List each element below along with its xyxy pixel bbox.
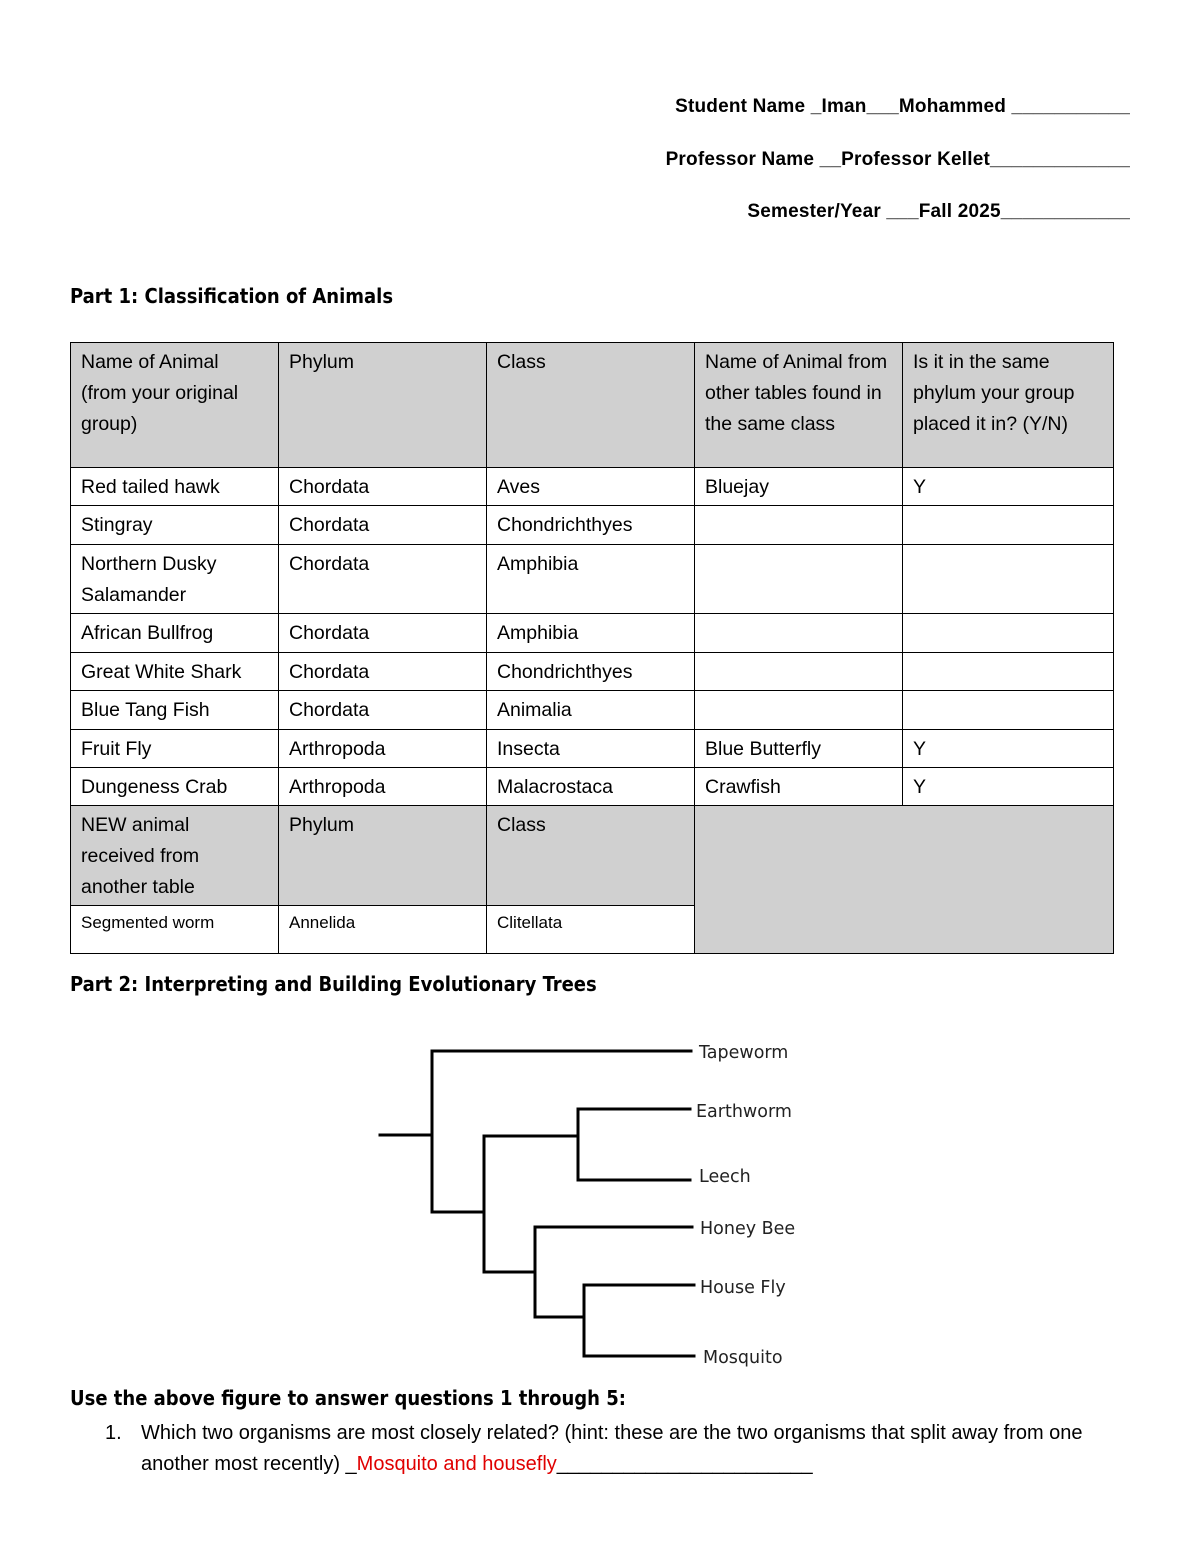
table-cell bbox=[903, 506, 1114, 545]
table-cell: Blue Tang Fish bbox=[71, 691, 279, 730]
table-cell: Annelida bbox=[279, 906, 487, 954]
header-cell: Phylum bbox=[279, 343, 487, 468]
header-cell: Name of Animal from other tables found in the same class bbox=[695, 343, 903, 468]
table-row bbox=[71, 468, 1114, 506]
header-cell: NEW animal received from another table bbox=[71, 806, 279, 906]
evolutionary-tree bbox=[0, 1020, 1200, 1380]
table-row bbox=[71, 730, 1114, 768]
table-cell: Y bbox=[903, 730, 1114, 768]
table-cell: Y bbox=[903, 468, 1114, 506]
part1-title: Part 1: Classification of Animals bbox=[70, 284, 394, 308]
table-cell: Crawfish bbox=[695, 768, 903, 806]
table-cell: Chordata bbox=[279, 691, 487, 730]
table-row bbox=[71, 653, 1114, 691]
tree-label-leech: Leech bbox=[699, 1167, 751, 1187]
part2-title: Part 2: Interpreting and Building Evolutionary Trees bbox=[70, 972, 597, 996]
table-cell: Aves bbox=[487, 468, 695, 506]
table-row bbox=[71, 614, 1114, 653]
table-cell: Northern Dusky Salamander bbox=[71, 545, 279, 614]
student-name-line: Student Name _Iman___Mohammed ___________ bbox=[675, 96, 1130, 117]
table-cell: Arthropoda bbox=[279, 768, 487, 806]
table-cell: Great White Shark bbox=[71, 653, 279, 691]
table-cell: Fruit Fly bbox=[71, 730, 279, 768]
professor-name-line: Professor Name __Professor Kellet_____________ bbox=[665, 149, 1130, 170]
answer-blank: _______________________ bbox=[556, 1453, 813, 1475]
blacked-out-cell bbox=[695, 806, 1114, 954]
table-row bbox=[71, 506, 1114, 545]
table-cell: Y bbox=[903, 768, 1114, 806]
table-cell bbox=[695, 691, 903, 730]
table-cell: Chordata bbox=[279, 614, 487, 653]
table-row bbox=[71, 768, 1114, 806]
questions-heading: Use the above figure to answer questions 1 through 5: bbox=[70, 1386, 626, 1410]
header-cell: Is it in the same phylum your group placed it in? (Y/N) bbox=[903, 343, 1114, 468]
table-cell: Stingray bbox=[71, 506, 279, 545]
table-cell: Malacrostaca bbox=[487, 768, 695, 806]
tree-label-earthworm: Earthworm bbox=[696, 1102, 792, 1122]
table-cell: Chordata bbox=[279, 545, 487, 614]
answer-text: Mosquito and housefly bbox=[356, 1453, 557, 1475]
semester-year-line: Semester/Year ___Fall 2025____________ bbox=[747, 201, 1130, 222]
table-cell bbox=[903, 691, 1114, 730]
table-cell: Arthropoda bbox=[279, 730, 487, 768]
question-1 bbox=[105, 1418, 1135, 1480]
table-cell: Animalia bbox=[487, 691, 695, 730]
table-cell: Chordata bbox=[279, 468, 487, 506]
tree-label-tapeworm: Tapeworm bbox=[699, 1043, 789, 1063]
header-cell: Class bbox=[487, 806, 695, 906]
table-cell: Segmented worm bbox=[71, 906, 279, 954]
header-cell: Class bbox=[487, 343, 695, 468]
table-cell bbox=[903, 653, 1114, 691]
table-cell: Chordata bbox=[279, 653, 487, 691]
table-cell: Bluejay bbox=[695, 468, 903, 506]
table-cell bbox=[695, 614, 903, 653]
table-cell: Blue Butterfly bbox=[695, 730, 903, 768]
table-cell: Amphibia bbox=[487, 545, 695, 614]
table-cell: Clitellata bbox=[487, 906, 695, 954]
tree-label-mosquito: Mosquito bbox=[703, 1348, 783, 1368]
table-row bbox=[71, 545, 1114, 614]
header-cell: Phylum bbox=[279, 806, 487, 906]
tree-label-honey-bee: Honey Bee bbox=[700, 1219, 796, 1239]
table-row bbox=[71, 691, 1114, 730]
table-cell: Chondrichthyes bbox=[487, 653, 695, 691]
question-text-block bbox=[141, 1418, 1135, 1480]
question-number: 1. bbox=[105, 1422, 122, 1444]
table-cell: Red tailed hawk bbox=[71, 468, 279, 506]
table-cell: Insecta bbox=[487, 730, 695, 768]
table-cell bbox=[695, 653, 903, 691]
header-cell: Name of Animal (from your original group) bbox=[71, 343, 279, 468]
classification-table bbox=[70, 342, 1114, 954]
table-header-row bbox=[71, 343, 1114, 468]
tree-label-house-fly: House Fly bbox=[700, 1278, 786, 1298]
table-cell bbox=[695, 545, 903, 614]
new-animal-header-row bbox=[71, 806, 1114, 906]
question-text: Which two organisms are most closely related? (hint: these are the two organisms that split away from one another most recently) _ bbox=[141, 1422, 1083, 1475]
table-cell: Chordata bbox=[279, 506, 487, 545]
table-cell: Chondrichthyes bbox=[487, 506, 695, 545]
table-cell bbox=[903, 614, 1114, 653]
table-cell bbox=[903, 545, 1114, 614]
table-cell: African Bullfrog bbox=[71, 614, 279, 653]
table-cell: Amphibia bbox=[487, 614, 695, 653]
table-cell bbox=[695, 506, 903, 545]
table-cell: Dungeness Crab bbox=[71, 768, 279, 806]
